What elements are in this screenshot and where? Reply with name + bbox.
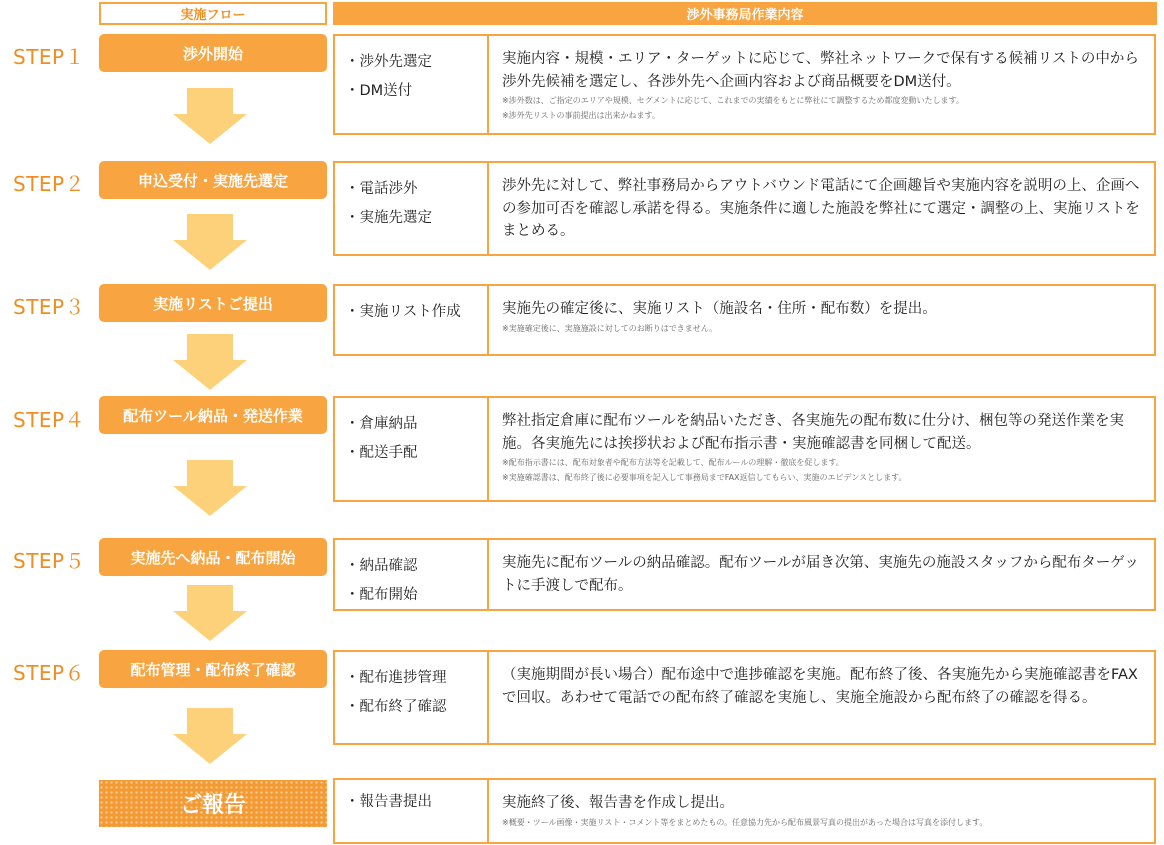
task-item: ・配布進捗管理	[345, 670, 447, 686]
task-item: ・納品確認	[345, 558, 418, 574]
down-arrow-icon	[173, 214, 247, 270]
report-items	[335, 780, 489, 842]
step-1-title: 渉外開始	[99, 34, 327, 72]
task-item: ・電話渉外	[345, 181, 418, 197]
description-text: 実施終了後、報告書を作成し提出。	[502, 795, 734, 811]
step-5-label: STEP５	[13, 549, 86, 573]
step-3-title: 実施リストご提出	[99, 284, 327, 322]
task-item: ・報告書提出	[345, 794, 432, 810]
down-arrow-icon	[173, 88, 247, 144]
note-text: ※渉外数は、ご指定のエリアや規模、セグメントに応じて、これまでの実績をもとに弊社にて調整するため都度変動いたします。	[502, 96, 964, 105]
task-item: ・倉庫納品	[345, 416, 418, 432]
step-3-row	[333, 284, 1156, 356]
description-text: （実施期間が長い場合）配布途中で進捗確認を実施。配布終了後、各実施先から実施確認書をFAXで回収。あわせて電話での配布終了確認を実施し、実施全施設から配布終了の確認を得る。	[502, 667, 1138, 706]
step-2-row	[333, 161, 1156, 256]
note-text: ※概要・ツール画像・実施リスト・コメント等をまとめたもの。任意協力先から配布風景写真の提出があった場合は写真を添付します。	[502, 817, 988, 827]
step-2-description	[489, 163, 1154, 254]
description-text: 弊社指定倉庫に配布ツールを納品いただき、各実施先の配布数に仕分け、梱包等の発送作業を実施。各実施先には挨拶状および配布指示書・実施確認書を同梱して配送。	[502, 413, 1125, 452]
down-arrow-icon	[173, 585, 247, 641]
flow-column-header: 実施フロー	[99, 2, 327, 25]
step-3-description	[489, 286, 1154, 354]
step-1-items	[335, 36, 489, 133]
task-item: ・渉外先選定	[345, 54, 432, 70]
step-2-title: 申込受付・実施先選定	[99, 161, 327, 199]
task-item: ・DM送付	[345, 83, 413, 99]
tasks-column-header: 渉外事務局作業内容	[333, 2, 1157, 25]
step-5-description	[489, 540, 1154, 609]
step-6-description	[489, 652, 1154, 743]
step-1-row	[333, 34, 1156, 135]
step-1-label: STEP１	[13, 45, 86, 69]
task-item: ・実施リスト作成	[345, 304, 461, 320]
step-6-label: STEP６	[13, 661, 86, 685]
step-6-title: 配布管理・配布終了確認	[99, 650, 327, 688]
step-4-title: 配布ツール納品・発送作業	[99, 396, 327, 434]
step-4-items	[335, 398, 489, 500]
note-text: ※実施確認書は、配布終了後に必要事項を記入して事務局までFAX返信してもらい、実施のエビデンスとします。	[502, 473, 907, 482]
note-text: ※渉外先リストの事前提出は出来かねます。	[502, 111, 660, 120]
note-text: ※実施確定後に、実施施設に対してのお断りはできません。	[502, 323, 718, 333]
task-item: ・実施先選定	[345, 210, 432, 226]
step-2-label: STEP２	[13, 172, 86, 196]
step-4-label: STEP４	[13, 408, 86, 432]
down-arrow-icon	[173, 334, 247, 390]
step-6-row	[333, 650, 1156, 745]
down-arrow-icon	[173, 460, 247, 516]
step-5-title: 実施先へ納品・配布開始	[99, 538, 327, 576]
report-row	[333, 778, 1156, 844]
description-text: 実施先に配布ツールの納品確認。配布ツールが届き次第、実施先の施設スタッフから配布ターゲットに手渡しで配布。	[502, 555, 1139, 594]
description-text: 渉外先に対して、弊社事務局からアウトバウンド電話にて企画趣旨や実施内容を説明の上、企画への参加可否を確認し承諾を得る。実施条件に適した施設を弊社にて選定・調整の上、実施リストをまとめる。	[502, 178, 1140, 239]
down-arrow-icon	[173, 708, 247, 764]
description-text: 実施先の確定後に、実施リスト（施設名・住所・配布数）を提出。	[502, 301, 937, 317]
step-4-row	[333, 396, 1156, 502]
note-text: ※配布指示書には、配布対象者や配布方法等を記載して、配布ルールの理解・徹底を促します。	[502, 458, 844, 467]
report-title: ご報告	[99, 780, 327, 827]
report-description	[489, 780, 1154, 842]
description-text: 実施内容・規模・エリア・ターゲットに応じて、弊社ネットワークで保有する候補リストの中から渉外先候補を選定し、各渉外先へ企画内容および商品概要をDM送付。	[502, 51, 1139, 90]
step-2-items	[335, 163, 489, 254]
step-6-items	[335, 652, 489, 743]
step-3-label: STEP３	[13, 295, 86, 319]
step-5-items	[335, 540, 489, 609]
step-5-row	[333, 538, 1156, 611]
step-4-description	[489, 398, 1154, 500]
task-item: ・配布終了確認	[345, 699, 447, 715]
step-1-description	[489, 36, 1154, 133]
task-item: ・配送手配	[345, 445, 418, 461]
step-3-items	[335, 286, 489, 354]
task-item: ・配布開始	[345, 587, 418, 603]
